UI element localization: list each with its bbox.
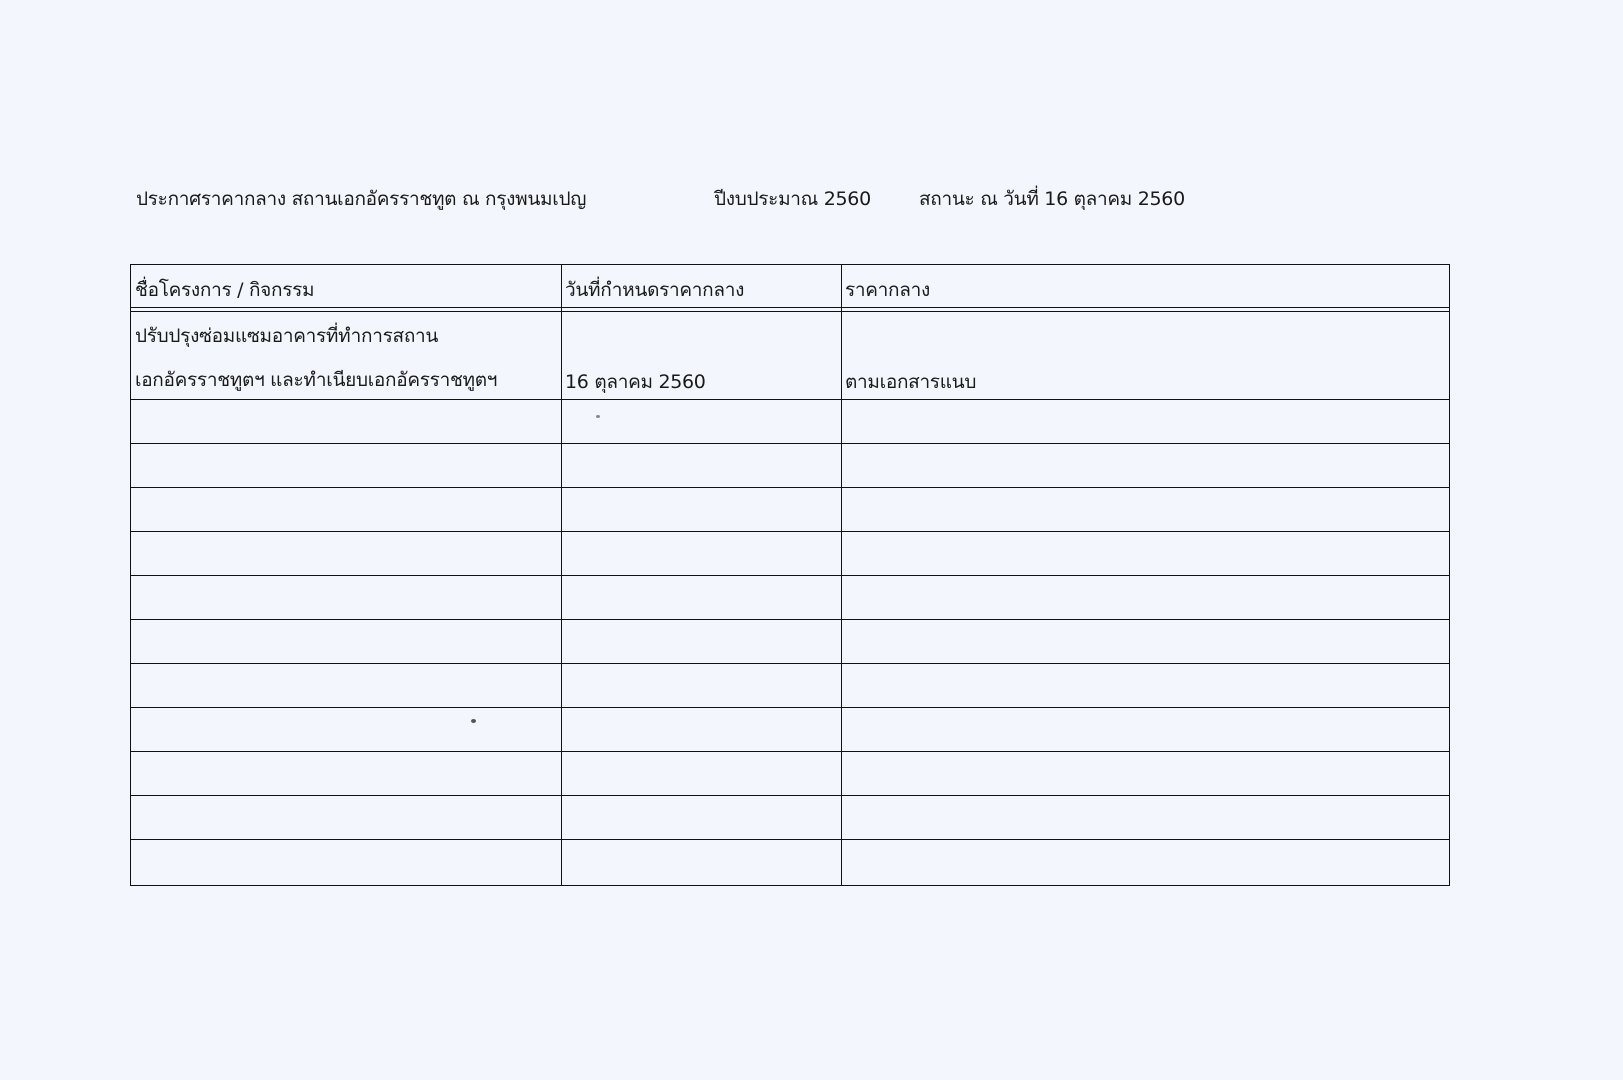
row-separator <box>131 839 1449 840</box>
status-date: สถานะ ณ วันที่ 16 ตุลาคม 2560 <box>919 188 1185 210</box>
project-name-line1: ปรับปรุงซ่อมแซมอาคารที่ทำการสถาน <box>135 325 439 347</box>
row-separator <box>131 487 1449 488</box>
budget-year: ปีงบประมาณ 2560 <box>714 188 871 210</box>
column-header-price: ราคากลาง <box>845 279 930 301</box>
reference-price: ตามเอกสารแนบ <box>845 371 977 393</box>
row-separator <box>131 707 1449 708</box>
column-header-project: ชื่อโครงการ / กิจกรรม <box>135 279 315 301</box>
row-separator <box>131 751 1449 752</box>
row-separator <box>131 795 1449 796</box>
scan-speck <box>596 415 600 418</box>
row-separator <box>131 531 1449 532</box>
row-separator <box>131 399 1449 400</box>
header-rule <box>131 307 1449 308</box>
row-separator <box>131 663 1449 664</box>
header-rule <box>131 311 1449 312</box>
scan-speck <box>471 719 476 723</box>
project-name-line2: เอกอัครราชทูตฯ และทำเนียบเอกอัครราชทูตฯ <box>135 369 498 391</box>
price-table <box>130 264 1450 886</box>
column-header-date: วันที่กำหนดราคากลาง <box>565 279 745 301</box>
row-separator <box>131 443 1449 444</box>
price-date: 16 ตุลาคม 2560 <box>565 371 706 393</box>
document-title: ประกาศราคากลาง สถานเอกอัครราชทูต ณ กรุงพนมเปญ <box>136 188 587 210</box>
row-separator <box>131 575 1449 576</box>
row-separator <box>131 619 1449 620</box>
